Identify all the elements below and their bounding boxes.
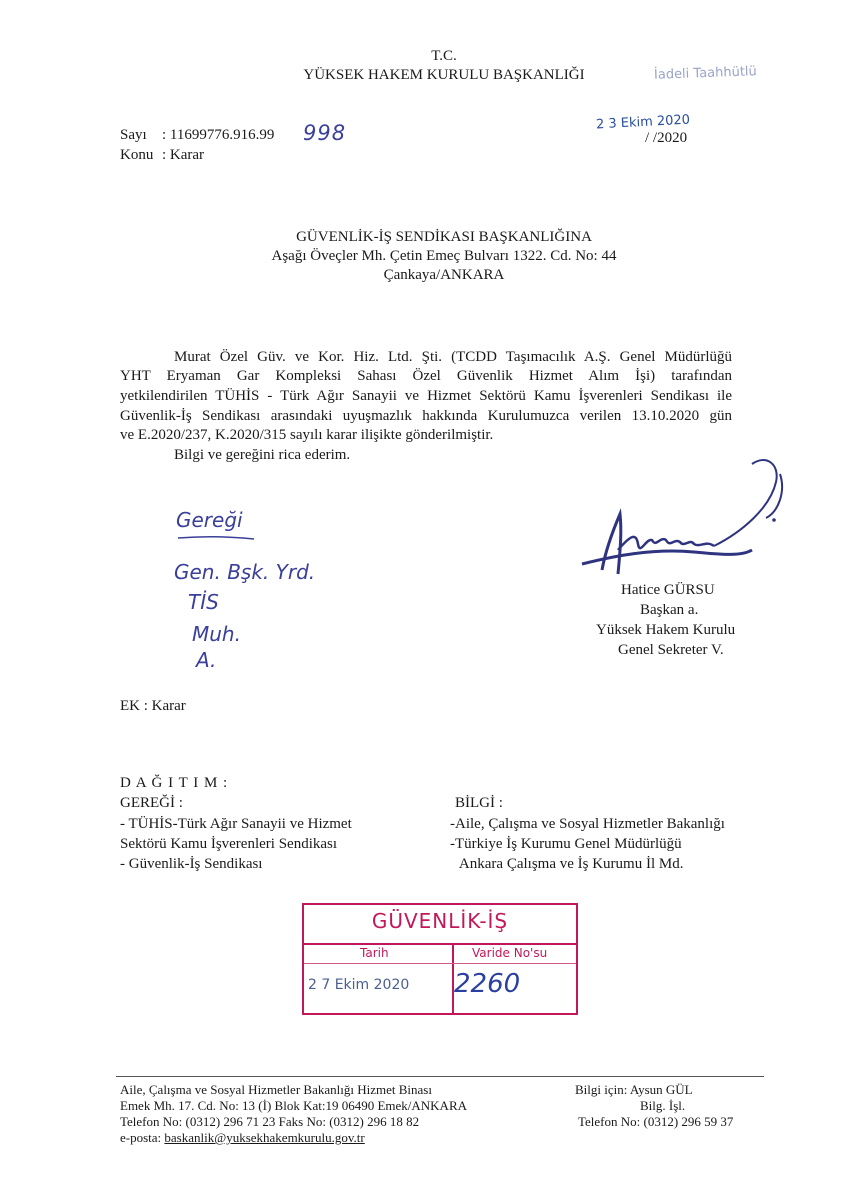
distribution-bilgi-label: BİLGİ : [455,795,503,811]
distribution-bilgi-item-3: Ankara Çalışma ve İş Kurumu İl Md. [456,856,684,872]
body-line-5: ve E.2020/237, K.2020/315 sayılı karar ilişikte gönderilmiştir. [120,427,494,443]
footer-rule [116,1076,764,1077]
distribution-gerekli-item-3: - Güvenlik-İş Sendikası [120,856,263,872]
body-line-3: yetkilendirilen TÜHİS - Türk Ağır Sanayii ve Hizmet Sektörü Kamu İşverenleri Sendikası ile [120,388,732,404]
receipt-stamp-date-header: Tarih [360,946,389,960]
handwritten-signature [574,452,794,592]
sayi-handwritten: 998 [303,121,347,145]
recipient-address: Aşağı Öveçler Mh. Çetin Emeç Bulvarı 1322. Cd. No: 44 [271,248,617,264]
distribution-gerekli-item-1: - TÜHİS-Türk Ağır Sanayii ve Hizmet [120,816,352,832]
date-stamp: 2 3 Ekim 2020 [595,112,691,133]
distribution-gerekli-item-2: Sektörü Kamu İşverenleri Sendikası [120,836,338,852]
konu-label: Konu [120,147,154,163]
registered-mail-stamp: İadeli Taahhütlü [653,64,758,83]
footer-contact-person: Bilgi için: Aysun GÜL [575,1082,693,1097]
signer-title-1: Başkan a. [640,602,699,618]
distribution-bilgi-item-1: -Aile, Çalışma ve Sosyal Hizmetler Bakanlığı [450,816,725,832]
distribution-bilgi-item-2: -Türkiye İş Kurumu Genel Müdürlüğü [450,836,682,852]
handwritten-note-2: Gen. Bşk. Yrd. [174,560,316,584]
recipient-name: GÜVENLİK-İŞ SENDİKASI BAŞKANLIĞINA [296,229,592,245]
handwritten-note-1: Gereği [176,508,243,532]
receipt-stamp-number-header: Varide No'su [472,946,548,960]
header-institution: YÜKSEK HAKEM KURULU BAŞKANLIĞI [303,67,585,83]
konu-value: : Karar [162,147,205,163]
handwritten-note-3: TİS [188,590,219,614]
receipt-stamp-title: GÜVENLİK-İŞ [371,909,509,933]
body-closing: Bilgi ve gereğini rica ederim. [174,447,351,463]
handwritten-note-4: Muh. [192,622,241,646]
footer-email-label: e-posta: [120,1130,165,1145]
footer-contact-title: Bilg. İşl. [640,1098,686,1113]
receipt-stamp-number: 2260 [454,969,521,999]
distribution-heading: D A Ğ I T I M : [120,775,229,791]
header-tc: T.C. [431,48,457,64]
signer-name: Hatice GÜRSU [621,582,715,598]
receipt-stamp-date: 2 7 Ekim 2020 [308,977,410,993]
signer-title-2: Yüksek Hakem Kurulu [596,622,736,638]
footer-address-1: Aile, Çalışma ve Sosyal Hizmetler Bakanlığı Hizmet Binası [120,1082,432,1097]
body-line-1: Murat Özel Güv. ve Kor. Hiz. Ltd. Şti. (TCDD Taşımacılık A.Ş. Genel Müdürlüğü [174,349,732,365]
handwritten-note-5: A. [196,648,217,672]
date-printed: / /2020 [645,130,688,146]
recipient-city: Çankaya/ANKARA [383,267,505,283]
distribution-gerekli-label: GEREĞİ : [120,795,183,811]
footer-email-row [120,1130,365,1146]
footer-phone: Telefon No: (0312) 296 71 23 Faks No: (0312) 296 18 82 [120,1114,420,1129]
body-line-4: Güvenlik-İş Sendikası arasındaki uyuşmazlık hakkında Kurulumuzca verilen 13.10.2020 gün [120,408,732,424]
body-line-2: YHT Eryaman Gar Kompleksi Sahası Özel Güvenlik Hizmet Alım İşi) tarafından [120,368,732,384]
handwritten-underline [176,534,256,542]
sayi-value: : 11699776.916.99 [162,127,275,143]
signer-title-3: Genel Sekreter V. [618,642,724,658]
receipt-stamp [302,903,578,1015]
footer-contact-phone: Telefon No: (0312) 296 59 37 [578,1114,734,1129]
sayi-label: Sayı [120,127,147,143]
attachment: EK : Karar [120,698,186,714]
footer-email-link[interactable]: baskanlik@yuksekhakemkurulu.gov.tr [164,1130,365,1145]
footer-address-2: Emek Mh. 17. Cd. No: 13 (İ) Blok Kat:19 06490 Emek/ANKARA [120,1098,468,1113]
